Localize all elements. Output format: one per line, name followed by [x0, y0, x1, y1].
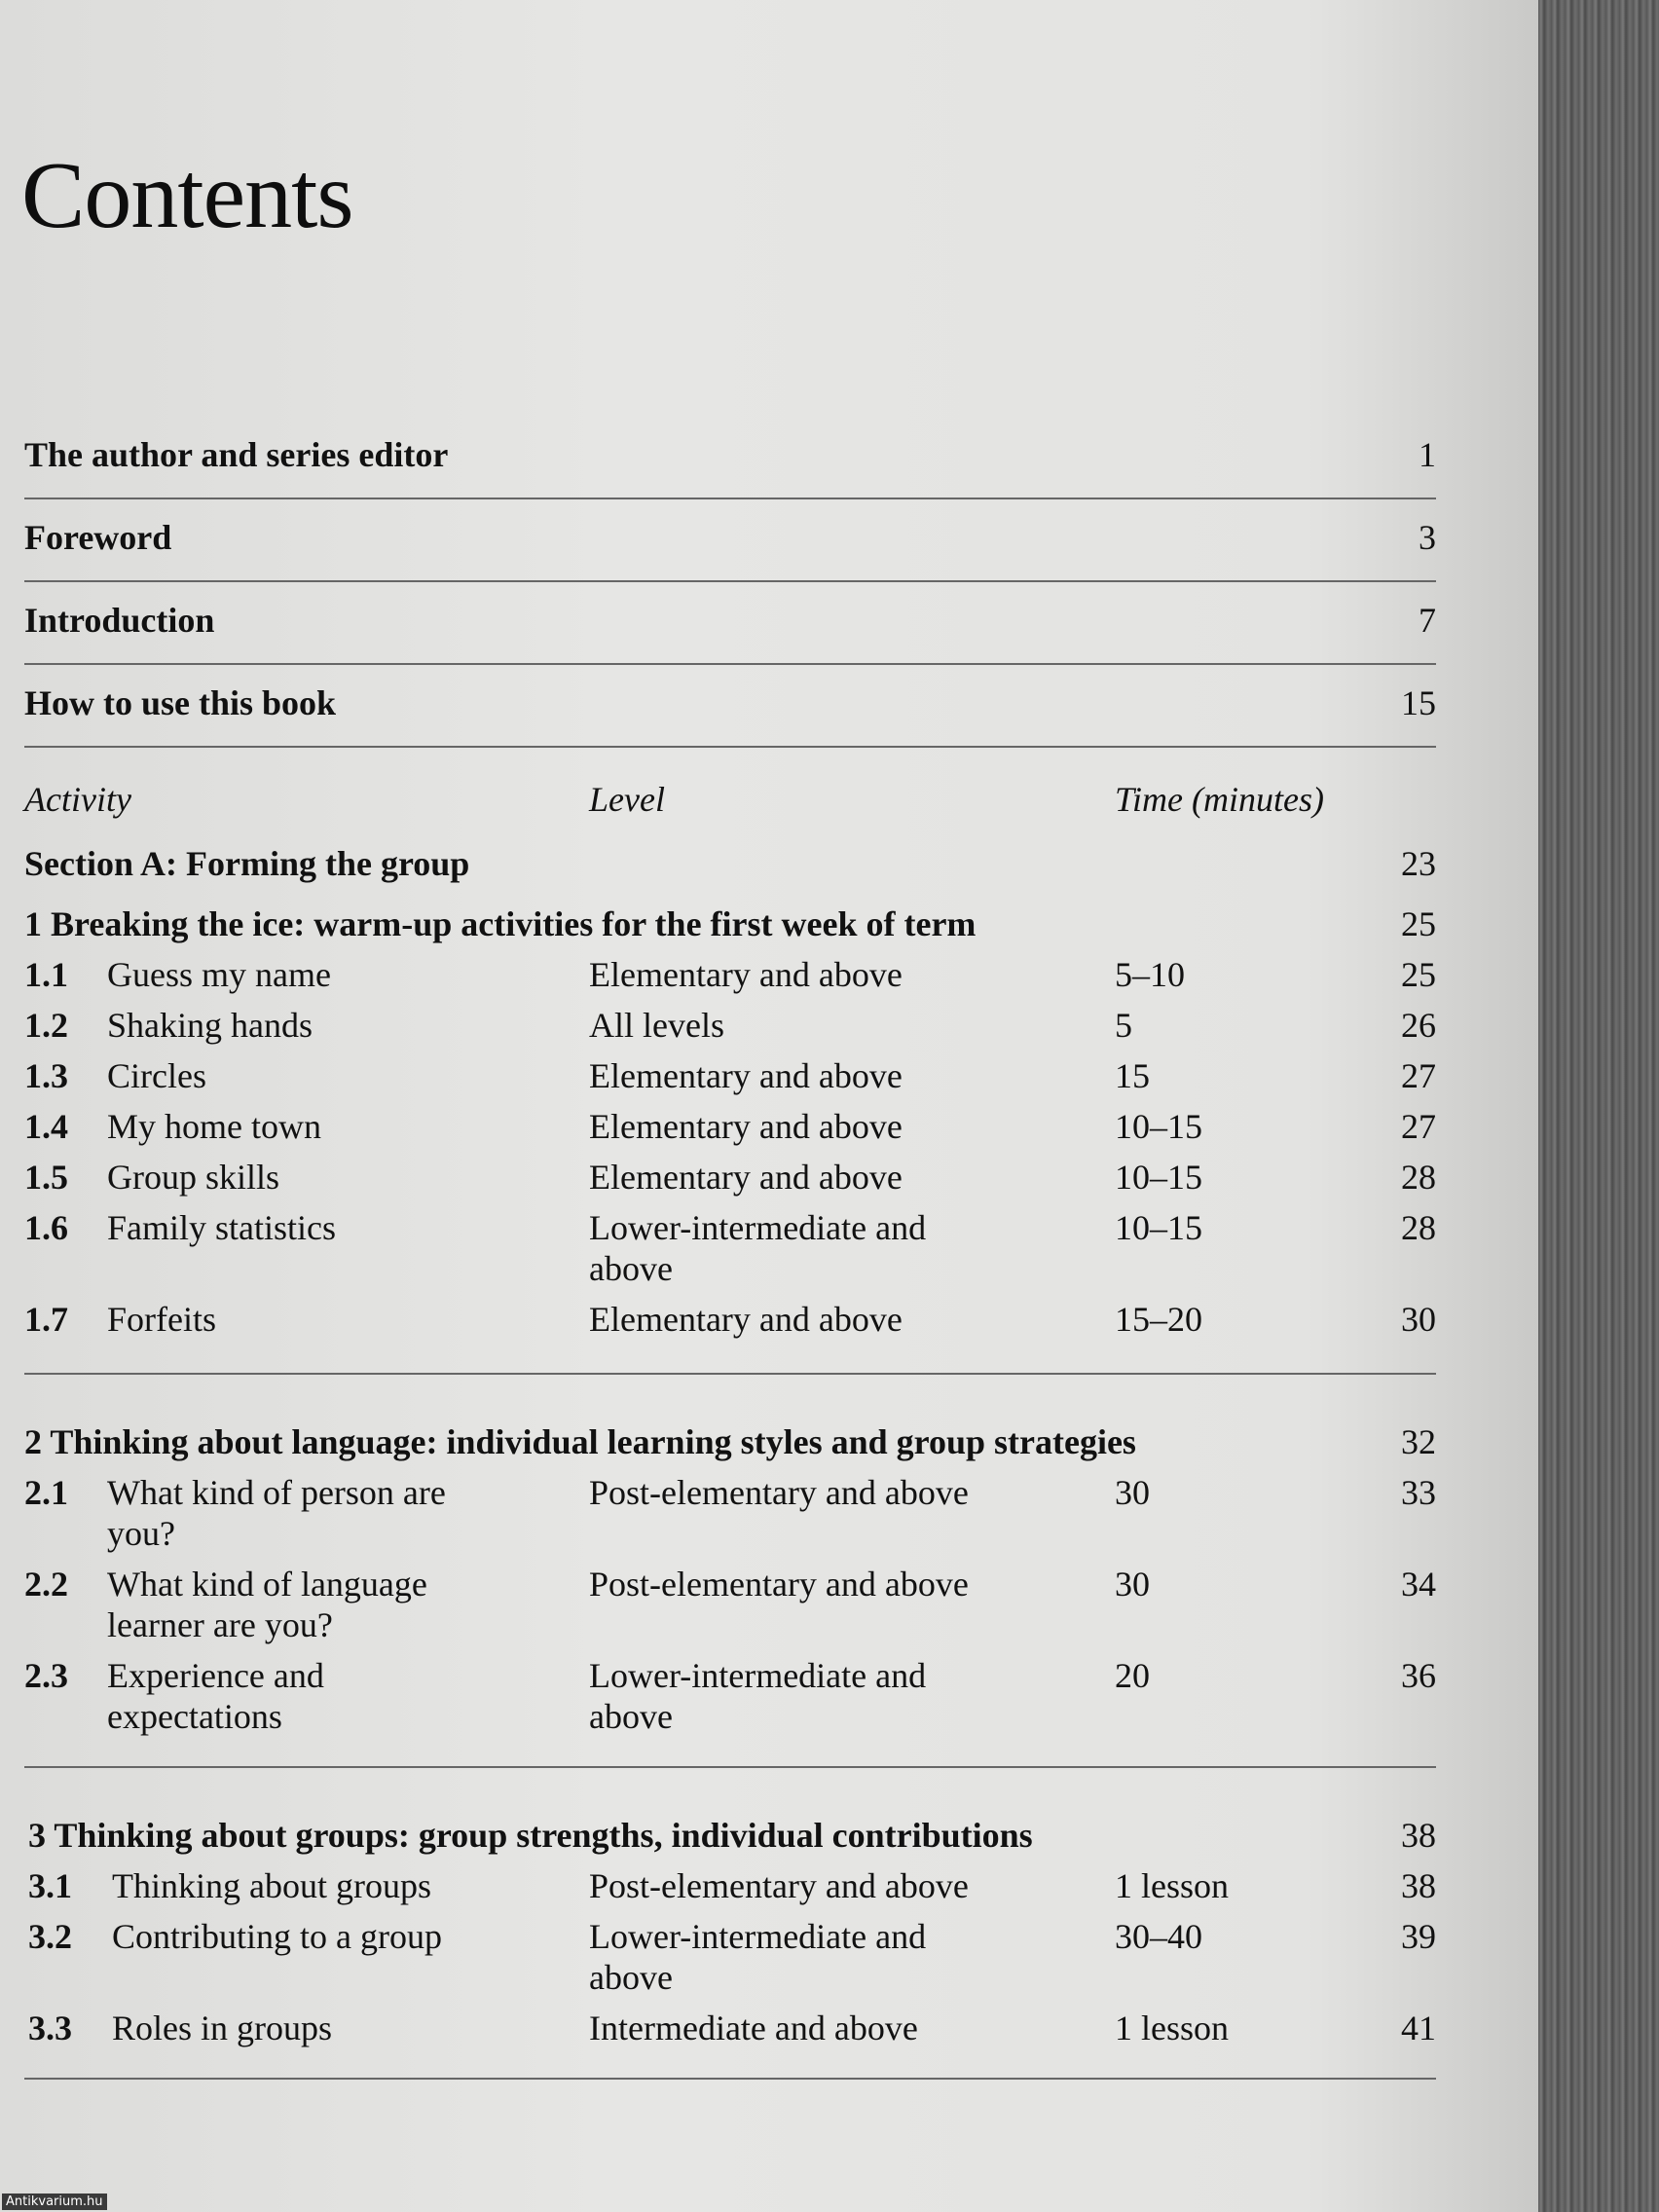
activity-level: All levels — [589, 1006, 724, 1045]
activity-number: 1.4 — [24, 1107, 68, 1146]
activity-level: Elementary and above — [589, 1300, 903, 1339]
activity-level: Elementary and above — [589, 955, 903, 994]
chapter-page: 25 — [1401, 904, 1436, 943]
column-header-activity: Activity — [24, 780, 131, 819]
activity-name: Group skills — [107, 1158, 280, 1197]
activity-number: 2.2 — [24, 1565, 68, 1604]
activity-number: 3.1 — [28, 1866, 72, 1905]
activity-level: Elementary and above — [589, 1056, 903, 1095]
activity-level: Elementary and above — [589, 1107, 903, 1146]
activity-name: Forfeits — [107, 1300, 216, 1339]
activity-page: 25 — [1401, 955, 1436, 994]
activity-page: 27 — [1401, 1107, 1436, 1146]
activity-page: 30 — [1401, 1300, 1436, 1339]
activity-time: 10–15 — [1115, 1107, 1202, 1146]
activity-level: Lower-intermediate and above — [589, 1917, 927, 1997]
activity-number: 2.1 — [24, 1473, 68, 1512]
activity-name: My home town — [107, 1107, 321, 1146]
divider — [24, 1766, 1436, 1768]
activity-name: Circles — [107, 1056, 206, 1095]
front-matter-page: 15 — [1401, 683, 1436, 722]
activity-level: Intermediate and above — [589, 2009, 918, 2047]
activity-level: Elementary and above — [589, 1158, 903, 1197]
section-label: Section A: Forming the group — [24, 844, 470, 883]
activity-time: 5 — [1115, 1006, 1132, 1045]
activity-time: 10–15 — [1115, 1208, 1202, 1247]
activity-page: 28 — [1401, 1158, 1436, 1197]
activity-level: Lower-intermediate and above — [589, 1656, 927, 1736]
activity-time: 30 — [1115, 1565, 1150, 1604]
activity-level: Post-elementary and above — [589, 1565, 969, 1604]
activity-number: 1.6 — [24, 1208, 68, 1247]
activity-page: 39 — [1401, 1917, 1436, 1956]
front-matter-page: 7 — [1419, 601, 1436, 640]
activity-level: Post-elementary and above — [589, 1866, 969, 1905]
activity-number: 1.5 — [24, 1158, 68, 1197]
activity-number: 1.2 — [24, 1006, 68, 1045]
activity-name: Roles in groups — [112, 2009, 333, 2047]
activity-page: 34 — [1401, 1565, 1436, 1604]
activity-page: 28 — [1401, 1208, 1436, 1247]
activity-page: 26 — [1401, 1006, 1436, 1045]
activity-page: 38 — [1401, 1866, 1436, 1905]
front-matter-list — [24, 417, 1436, 748]
activity-page: 27 — [1401, 1056, 1436, 1095]
activity-time: 5–10 — [1115, 955, 1185, 994]
book-binding — [1538, 0, 1659, 2212]
front-matter-page: 3 — [1419, 518, 1436, 557]
front-matter-row — [24, 665, 1436, 748]
chapter-page: 38 — [1401, 1816, 1436, 1855]
front-matter-label: Introduction — [24, 601, 215, 640]
activity-name: What kind of language learner are you? — [107, 1565, 427, 1644]
activity-name: Contributing to a group — [112, 1917, 442, 1956]
activity-number: 2.3 — [24, 1656, 68, 1695]
front-matter-page: 1 — [1419, 435, 1436, 474]
divider — [24, 2078, 1436, 2080]
activity-name: Experience and expectations — [107, 1656, 324, 1736]
front-matter-label: How to use this book — [24, 683, 337, 722]
activity-level: Lower-intermediate and above — [589, 1208, 927, 1288]
chapter-label: 2 Thinking about language: individual learning styles and group strategies — [24, 1422, 1136, 1461]
column-header-time: Time (minutes) — [1115, 780, 1324, 819]
activity-page: 36 — [1401, 1656, 1436, 1695]
activity-time: 30–40 — [1115, 1917, 1202, 1956]
column-header-level: Level — [589, 780, 665, 819]
activity-name: What kind of person are you? — [107, 1473, 446, 1553]
activity-time: 30 — [1115, 1473, 1150, 1512]
activity-time: 10–15 — [1115, 1158, 1202, 1197]
activity-number: 3.3 — [28, 2009, 72, 2047]
activity-number: 1.7 — [24, 1300, 68, 1339]
activity-name: Thinking about groups — [112, 1866, 431, 1905]
activity-number: 3.2 — [28, 1917, 72, 1956]
chapter-label: 3 Thinking about groups: group strengths, individual contributions — [28, 1816, 1033, 1855]
activity-number: 1.3 — [24, 1056, 68, 1095]
front-matter-row — [24, 499, 1436, 582]
activity-name: Family statistics — [107, 1208, 337, 1247]
activity-page: 33 — [1401, 1473, 1436, 1512]
activity-time: 20 — [1115, 1656, 1150, 1695]
page-title: Contents — [21, 143, 353, 248]
front-matter-row — [24, 582, 1436, 665]
activity-name: Guess my name — [107, 955, 331, 994]
activity-level: Post-elementary and above — [589, 1473, 969, 1512]
activity-name: Shaking hands — [107, 1006, 313, 1045]
activity-time: 15–20 — [1115, 1300, 1202, 1339]
activity-page: 41 — [1401, 2009, 1436, 2047]
front-matter-label: The author and series editor — [24, 435, 449, 474]
section-page: 23 — [1401, 844, 1436, 883]
activity-number: 1.1 — [24, 955, 68, 994]
divider — [24, 1373, 1436, 1375]
watermark: Antikvarium.hu — [2, 2194, 107, 2210]
front-matter-row — [24, 417, 1436, 499]
front-matter-label: Foreword — [24, 518, 172, 557]
chapter-label: 1 Breaking the ice: warm-up activities for the first week of term — [24, 904, 977, 943]
activity-time: 1 lesson — [1115, 1866, 1229, 1905]
chapter-page: 32 — [1401, 1422, 1436, 1461]
activity-time: 1 lesson — [1115, 2009, 1229, 2047]
activity-time: 15 — [1115, 1056, 1150, 1095]
